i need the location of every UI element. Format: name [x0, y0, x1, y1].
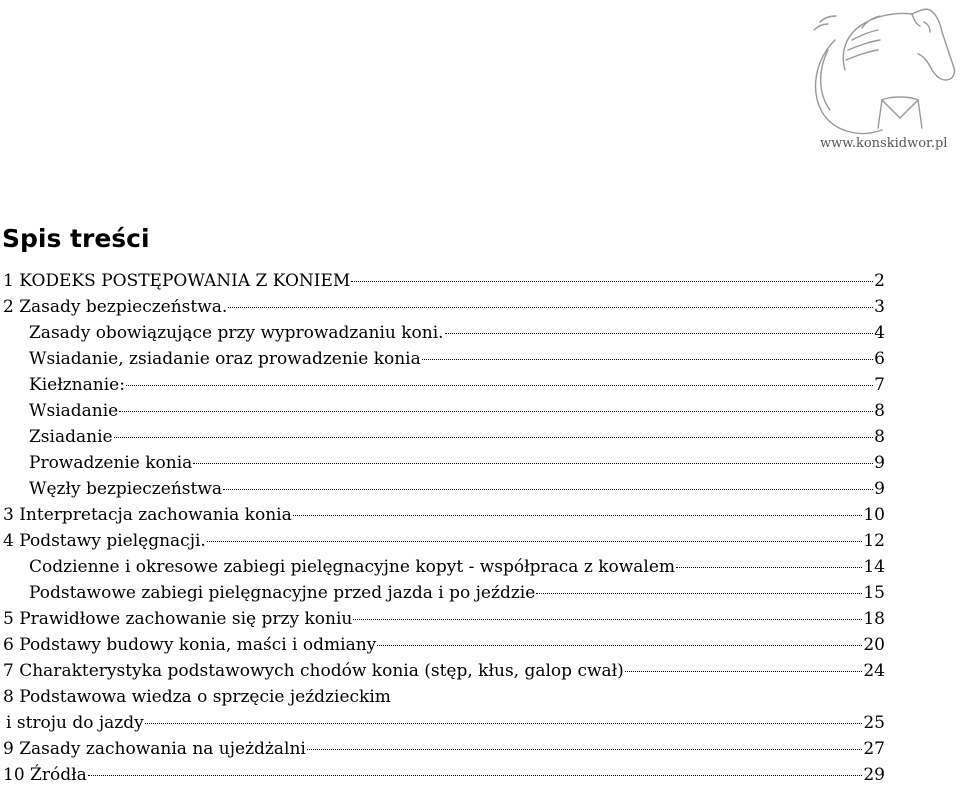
- toc-dot-leader: [307, 748, 863, 750]
- toc-entry[interactable]: [29, 476, 885, 502]
- toc-entry[interactable]: [3, 606, 885, 632]
- toc-dot-leader: [207, 540, 863, 542]
- toc-dot-leader: [377, 644, 862, 646]
- toc-entry-text: Węzły bezpieczeństwa: [29, 479, 223, 499]
- logo-url-text: www.konskidwor.pl: [820, 136, 948, 151]
- toc-page-number: 2: [874, 271, 885, 291]
- toc-page-number: 8: [874, 427, 885, 447]
- toc-entry[interactable]: [3, 502, 885, 528]
- toc-dot-leader: [353, 618, 862, 620]
- toc-entry-text: 10 Źródła: [3, 765, 87, 785]
- toc-page-number: 6: [874, 349, 885, 369]
- toc-entry-text: 9 Zasady zachowania na ujeżdżalni: [3, 739, 306, 759]
- toc-dot-leader: [676, 566, 862, 568]
- toc-page-number: 20: [863, 635, 885, 655]
- toc-dot-leader: [422, 358, 873, 360]
- toc-page-number: 10: [863, 505, 885, 525]
- toc-dot-leader: [445, 332, 874, 334]
- toc-page-number: 3: [874, 297, 885, 317]
- toc-entry[interactable]: [29, 424, 885, 450]
- toc-entry-text: 4 Podstawy pielęgnacji.: [3, 531, 206, 551]
- toc-page-number: 9: [874, 453, 885, 473]
- toc-entry-text: Zsiadanie: [29, 427, 113, 447]
- toc-entry-text: Wsiadanie: [29, 401, 119, 421]
- toc-entry[interactable]: [29, 450, 885, 476]
- konskidwor-logo: [790, 0, 960, 165]
- toc-entry[interactable]: [3, 632, 885, 658]
- toc-entry[interactable]: [3, 658, 885, 684]
- toc-dot-leader: [293, 514, 863, 516]
- toc-dot-leader: [88, 774, 863, 776]
- toc-entry[interactable]: [3, 736, 885, 762]
- toc-entry-text: Zasady obowiązujące przy wyprowadzaniu koni.: [29, 323, 444, 343]
- toc-entry[interactable]: [29, 580, 885, 606]
- toc-entry-text: 5 Prawidłowe zachowanie się przy koniu: [3, 609, 353, 629]
- toc-entry-text: 6 Podstawy budowy konia, maści i odmiany: [3, 635, 377, 655]
- toc-page-number: 29: [863, 765, 885, 785]
- toc-entry-text: 1 KODEKS POSTĘPOWANIA Z KONIEM: [3, 271, 351, 291]
- toc-entry[interactable]: [3, 762, 885, 788]
- toc-dot-leader: [114, 436, 874, 438]
- toc-entry[interactable]: [29, 346, 885, 372]
- toc-entry[interactable]: [29, 554, 885, 580]
- toc-dot-leader: [228, 306, 873, 308]
- toc-page-number: 12: [863, 531, 885, 551]
- toc-page-number: 9: [874, 479, 885, 499]
- toc-entry-text: 7 Charakterystyka podstawowych chodów konia (stęp, kłus, galop cwał): [3, 661, 624, 681]
- toc-entry[interactable]: [29, 398, 885, 424]
- toc-dot-leader: [126, 384, 873, 386]
- toc-entry[interactable]: [3, 528, 885, 554]
- toc-entry-text: Podstawowe zabiegi pielęgnacyjne przed jazda i po jeździe: [29, 583, 536, 603]
- toc-page-number: 25: [863, 713, 885, 733]
- toc-entry-text: Wsiadanie, zsiadanie oraz prowadzenie konia: [29, 349, 421, 369]
- toc-entry[interactable]: [3, 268, 885, 294]
- toc-entry-text: i stroju do jazdy: [6, 713, 144, 733]
- toc-entry[interactable]: [6, 710, 885, 736]
- toc-entry[interactable]: [3, 294, 885, 320]
- toc-entry-text: Codzienne i okresowe zabiegi pielęgnacyjne kopyt - współpraca z kowalem: [29, 557, 676, 577]
- toc-dot-leader: [223, 488, 873, 490]
- horse-head-logo-icon: [790, 0, 960, 140]
- toc-entry-text: Kiełznanie:: [29, 375, 125, 395]
- toc-page-number: 4: [874, 323, 885, 343]
- toc-dot-leader: [351, 280, 873, 282]
- toc-entry-text: 8 Podstawowa wiedza o sprzęcie jeździeckim: [3, 687, 391, 707]
- toc-entry[interactable]: [29, 372, 885, 398]
- toc-page-number: 8: [874, 401, 885, 421]
- toc-page-number: 27: [863, 739, 885, 759]
- toc-title: Spis treści: [2, 224, 150, 253]
- toc-page-number: 14: [863, 557, 885, 577]
- toc-entry-text: 3 Interpretacja zachowania konia: [3, 505, 292, 525]
- toc-page-number: 7: [874, 375, 885, 395]
- toc-entry-text: Prowadzenie konia: [29, 453, 193, 473]
- toc-dot-leader: [536, 592, 862, 594]
- toc-page-number: 24: [863, 661, 885, 681]
- toc-dot-leader: [193, 462, 873, 464]
- toc-entry[interactable]: [29, 320, 885, 346]
- toc-entry[interactable]: [3, 684, 885, 710]
- toc-dot-leader: [625, 670, 863, 672]
- toc-entry-text: 2 Zasady bezpieczeństwa.: [3, 297, 228, 317]
- toc-dot-leader: [145, 722, 863, 724]
- toc-page-number: 18: [863, 609, 885, 629]
- toc-dot-leader: [119, 410, 873, 412]
- toc-page-number: 15: [863, 583, 885, 603]
